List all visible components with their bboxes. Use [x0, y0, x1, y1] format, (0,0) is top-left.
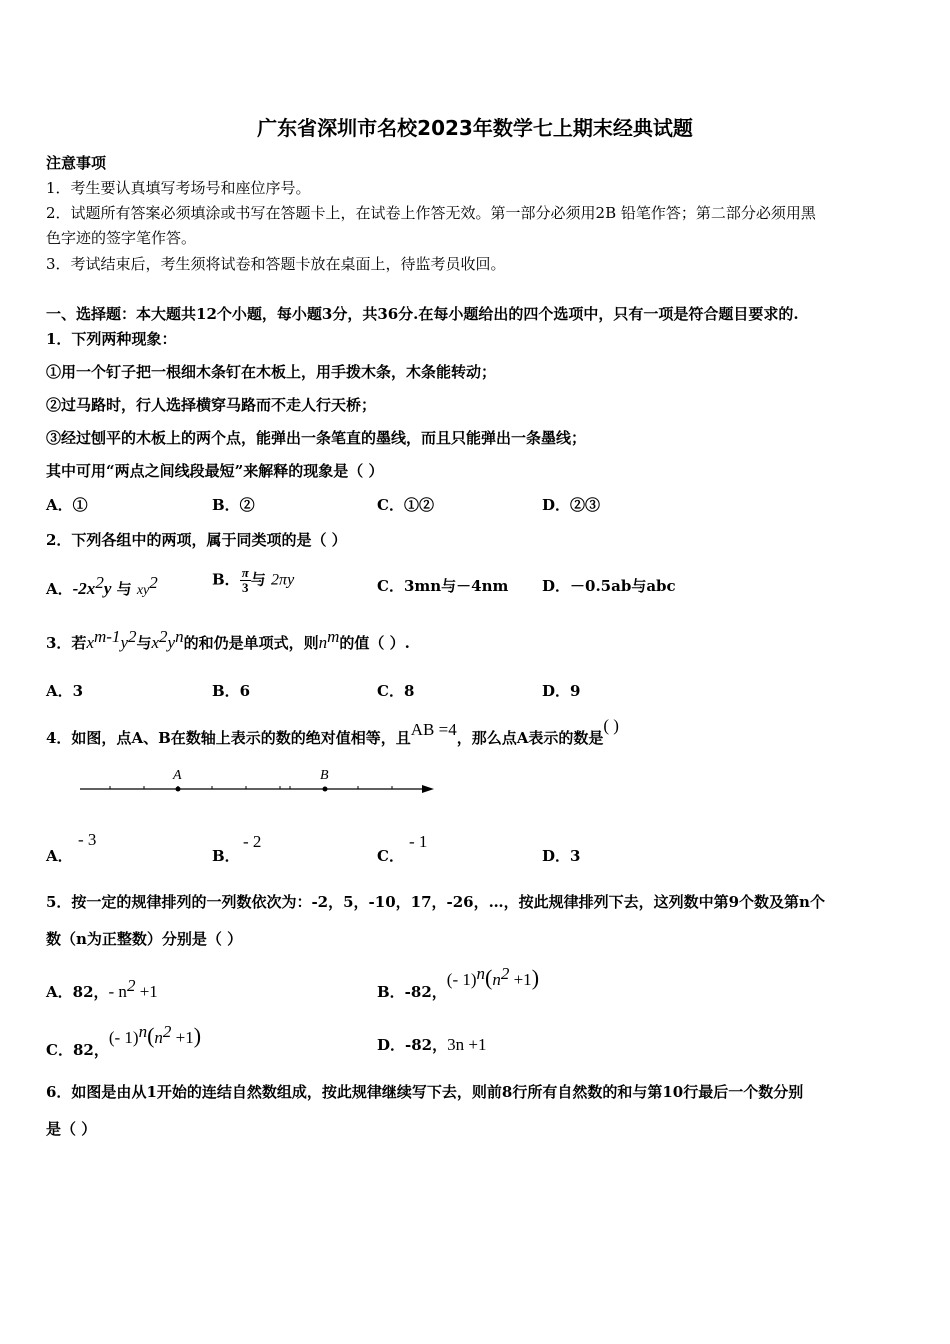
- q3-option-b: B．6: [212, 682, 251, 700]
- q1-item: ②过马路时，行人选择横穿马路而不走人行天桥；: [46, 396, 377, 414]
- q5-option-a: A．82，- $n^2 +1$: [46, 976, 158, 1001]
- number-line-arrow: [422, 785, 434, 793]
- point-a: [176, 787, 181, 792]
- q1-question: 其中可用“两点之间线段最短”来解释的现象是（ ）: [46, 462, 384, 480]
- q5-option-d: D．-82，3n +1: [377, 1035, 487, 1054]
- q1-option-b: B．②: [212, 496, 255, 514]
- q1-item: ①用一个钉子把一根细木条钉在木板上，用手拨木条，木条能转动；: [46, 363, 497, 381]
- q6-stem-line1: 6．如图是由从1开始的连结自然数组成，按此规律继续写下去，则前8行所有自然数的和与第10行最后一个数分别: [46, 1083, 804, 1101]
- q4-option-a-label: A．: [46, 847, 73, 865]
- q6-stem-line2: 是（ ）: [46, 1120, 97, 1138]
- q5-stem-line1: 5．按一定的规律排列的一列数依次为：-2，5，-10，17，-26，…，按此规律排列下去，这列数中第9个数及第n个: [46, 893, 825, 911]
- q4-option-c-value: - 1: [409, 832, 428, 851]
- q4-option-a-value: - 3: [78, 830, 97, 849]
- q4-option-b-label: B．: [212, 847, 240, 865]
- q2-stem: 2．下列各组中的两项，属于同类项的是（ ）: [46, 531, 347, 549]
- page-title: 广东省深圳市名校2023年数学七上期末经典试题: [257, 116, 693, 140]
- section-heading: 一、选择题：本大题共12个小题，每小题3分，共36分.在每小题给出的四个选项中，只有一项是符合题目要求的.: [46, 305, 799, 323]
- notes-item: 1．考生要认真填写考场号和座位序号。: [46, 179, 311, 197]
- q1-option-c: C．①②: [377, 496, 434, 514]
- q1-stem: 1．下列两种现象：: [46, 330, 177, 348]
- q4-option-c-label: C．: [377, 847, 404, 865]
- q3-option-d: D．9: [542, 682, 581, 700]
- q5-option-c: C．82，(- $1)^n(n^2 +1)$: [46, 1022, 202, 1059]
- q1-item: ③经过刨平的木板上的两个点，能弹出一条笔直的墨线，而且只能弹出一条墨线；: [46, 429, 587, 447]
- notes-item: 2．试题所有答案必须填涂或书写在答题卡上，在试卷上作答无效。第一部分必须用2B 铅笔作答；第二部分必须用黑: [46, 204, 816, 222]
- q1-option-d: D．②③: [542, 496, 601, 514]
- q1-option-a: A．①: [46, 496, 88, 514]
- q4-option-d: D．3: [542, 847, 581, 865]
- number-line-figure: [76, 762, 441, 798]
- q5-stem-line2: 数（n为正整数）分别是（ ）: [46, 930, 243, 948]
- notes-item: 3．考试结束后，考生须将试卷和答题卡放在桌面上，待监考员收回。: [46, 255, 506, 273]
- point-a-label: A: [173, 768, 182, 783]
- q2-option-c: C．3mn与－4nm: [377, 577, 509, 595]
- point-b-label: B: [320, 768, 329, 783]
- point-b: [323, 787, 328, 792]
- q3-stem: 3．若$x^{m-1}y^2$与$x^2y^n$的和仍是单项式，则$n^m$的值（ ）.: [46, 627, 410, 652]
- q2-option-b: B． $\frac{\pi}{3}$ 与 2πy: [212, 565, 295, 595]
- q5-option-b: B．-82，(- $1)^n(n^2 +1)$: [377, 964, 540, 1001]
- q3-option-a: A．3: [46, 682, 84, 700]
- q2-option-a: A．$-2x^2y$ 与 $xy^2$: [46, 573, 158, 598]
- q4-stem: 4．如图，点A、B在数轴上表示的数的绝对值相等，且AB =4，那么点A表示的数是( ): [46, 716, 619, 747]
- q3-option-c: C．8: [377, 682, 415, 700]
- notes-heading: 注意事项: [46, 154, 107, 172]
- q2-option-d: D．－0.5ab与abc: [542, 577, 676, 595]
- notes-item: 色字迹的签字笔作答。: [46, 229, 197, 247]
- q4-option-b-value: - 2: [243, 832, 262, 851]
